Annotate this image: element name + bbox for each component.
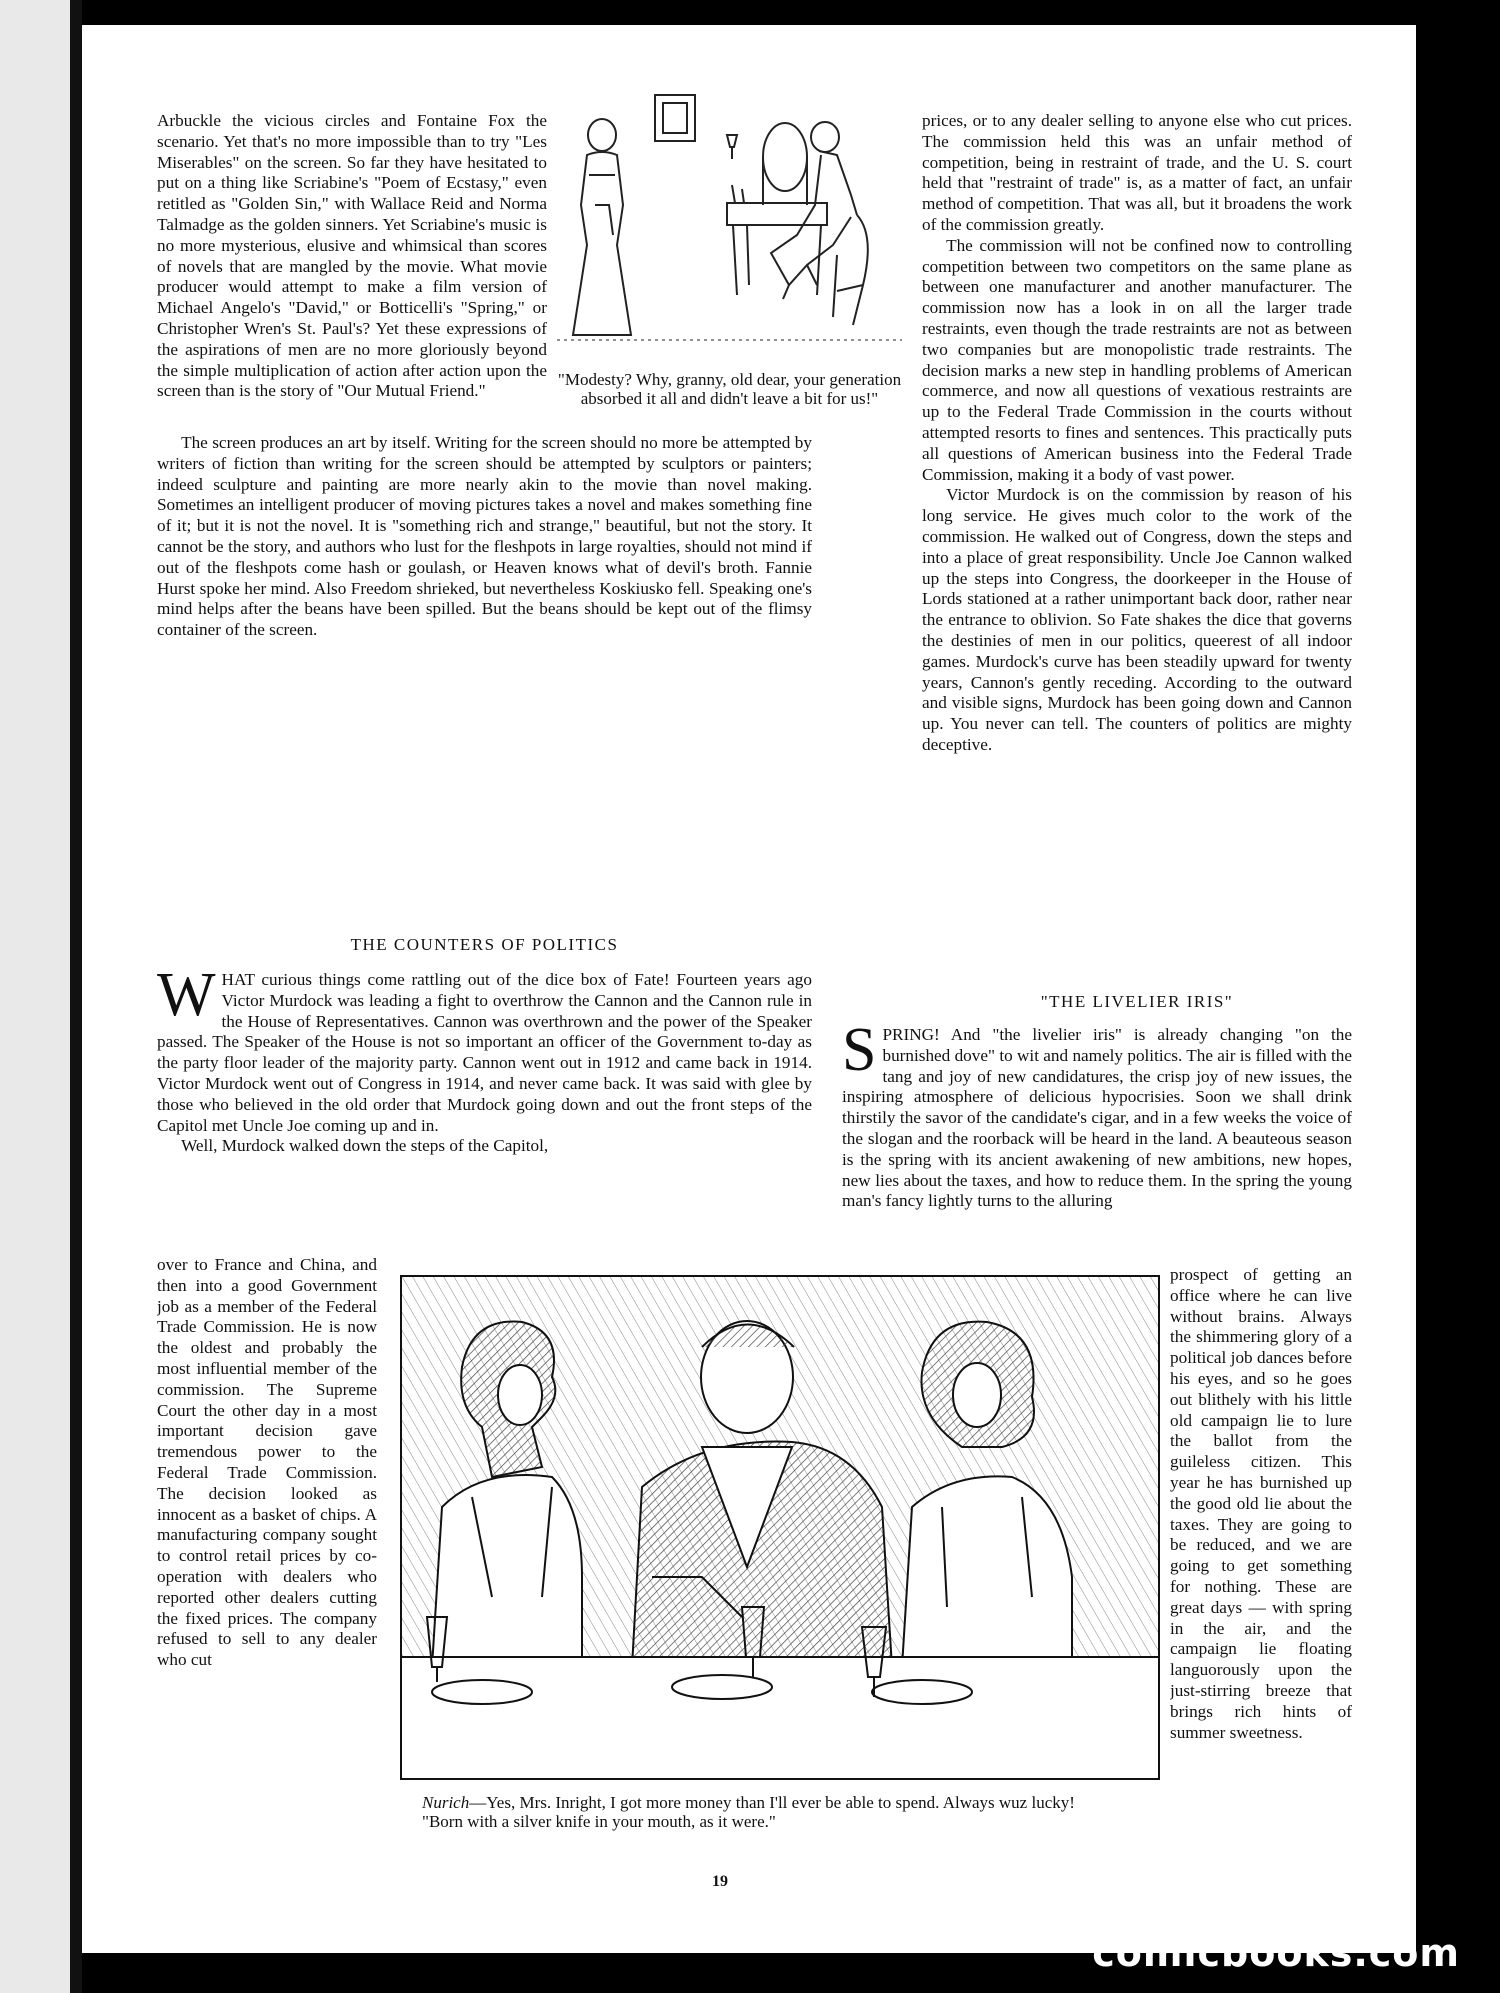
page-number: 19 [712, 1873, 728, 1890]
site-watermark: comicbooks.com [1092, 1931, 1460, 1975]
iris-narrow-text: prospect of getting an office where he can live without brains. Always the shimmering glory of a political job dances before his eyes, and so he goes out blithely with his little old campaign lie to lure the ballot from the guileless citizen. This year he has burnished up the good old lie about the taxes. They are going to be reduced, and we are going to get something for nothing. These are great days — with spring in the air, and the campaign lie floating languorously upon the just-stirring breeze that brings rich hints of summer sweetness. [1170, 1265, 1352, 1742]
counters-narrow-column [157, 1255, 377, 1855]
caption-line-2: "Born with a silver knife in your mouth, as it were." [422, 1812, 776, 1831]
iris-dropcap: S [842, 1025, 877, 1084]
binding-gutter [0, 0, 70, 1993]
vanity-scene-drawing [557, 85, 902, 355]
iris-narrow-column [1170, 1265, 1352, 1865]
counters-dropcap: W [157, 970, 216, 1029]
caption-speaker: Nurich [422, 1793, 470, 1812]
dinner-scene-drawing [402, 1277, 1158, 1778]
iris-paragraph-1 [842, 1025, 1352, 1212]
left-column-wide-text [157, 433, 812, 733]
iris-body [842, 1025, 1352, 1265]
wall-frame-icon [655, 95, 695, 141]
right-column-text [922, 111, 1352, 771]
counters-paragraph-2-lead: Well, Murdock walked down the steps of the Capitol, [181, 1136, 549, 1156]
counters-narrow-text: over to France and China, and then into a good Government job as a member of the Federal Trade Commission. He is now the oldest and probably the most influential member of the commission. The Supreme Court the other day in a most important decision gave tremendous power to the Federal Trade Commission. The decision looked as innocent as a basket of chips. A manufacturing company sought to control retail prices by co-operation with dealers who reported other dealers cutting the fixed prices. The company refused to sell to any dealer who cut [157, 1255, 377, 1670]
left-paragraph-1: Arbuckle the vicious circles and Fontaine Fox the scenario. Yet that's no more impossible than to try "Les Miserables" on the screen. So far they have hesitated to put on a thing like Scriabine's "Poem of Ecstasy," even retitled as "Golden Sin," with Wallace Reid and Norma Talmadge as the golden sinners. Yet Scriabine's music is no more mysterious, elusive and whimsical than scores of novels that are mangled by the movie. What movie producer would attempt to make a film version of Michael Angelo's "David," or Botticelli's "Spring," or Christopher Wren's St. Paul's? Yet these expressions of the aspirations of men are no more gloriously beyond the simple multiplication of action after action upon the screen than is the story of "Our Mutual Friend." [157, 111, 547, 401]
top-illustration [557, 85, 902, 355]
bottom-illustration-caption [382, 1793, 1172, 1831]
magazine-page [82, 25, 1416, 1953]
counters-body [157, 970, 812, 1270]
caption-line-1: —Yes, Mrs. Inright, I got more money than I'll ever be able to spend. Always wuz lucky! [469, 1793, 1075, 1812]
iris-heading: "THE LIVELIER IRIS" [1040, 992, 1234, 1011]
right-paragraph-1: prices, or to any dealer selling to anyone else who cut prices. The commission held this was an unfair method of competition, being in restraint of trade, and the U. S. court held that "restraint of trade" is, as a matter of fact, an unfair method of competition. That was all, but it broadens the work of the commission greatly. [922, 111, 1352, 234]
counters-paragraph-1-text: HAT curious things come rattling out of the dice box of Fate! Fourteen years ago Victor Murdock was leading a fight to overthrow the Cannon and the Cannon rule in the House of Representatives. Cannon was overthrown and the power of the Speaker passed. The Speaker of the House is not so important an officer of the Government to-day as the party floor leader of the majority party. Cannon went out in 1912 and came back in 1914. Victor Murdock went out of Congress in 1914, and never came back. It was said with glee by those who believed in the old order that Murdock going down and out the front steps of the Capitol met Uncle Joe coming up and in. [157, 970, 812, 1135]
right-paragraph-2: The commission will not be confined now to controlling competition between two competitors on the same plane as between one manufacturer and another manufacturer. The commission now has a look in on all the larger trade restraints, even though the trade restraints are not as between two companies but are monopolistic trade restraints. The decision marks a new step in handling problems of American commerce, and now all questions of vexatious restraints are up to the Federal Trade Commission in the courts without attempted resorts to fines and sentences. This practically puts all questions of American business into the Federal Trade Commission, making it a body of vast power. [922, 235, 1352, 484]
counters-heading: THE COUNTERS OF POLITICS [350, 935, 619, 954]
iris-paragraph-1-text: PRING! And "the livelier iris" is already changing "on the burnished dove" to wit and namely politics. The air is filled with the tang and joy of new candidatures, the crisp joy of new issues, the inspiring atmosphere of delicious hypocrisies. Soon we shall drink thirstily the savor of the candidate's cigar, and in a few weeks the voice of the slogan and the roorback will be heard in the land. A beauteous season is the spring with its ancient awakening of new ambitions, new hopes, new lies about the taxes, and how to reduce them. In the spring the young man's fancy lightly turns to the alluring [842, 1025, 1352, 1211]
right-paragraph-3: Victor Murdock is on the commission by reason of his long service. He gives much color to the work of the commission. He walked out of Congress, down the steps and into a place of great responsibility. Uncle Joe Cannon walked up the steps into Congress, the doorkeeper in the House of Lords stationed at a rather unimportant back door, rather near the entrance to oblivion. So Fate shakes the dice that governs the destinies of men in our politics, queerest of all indoor games. Murdock's curve has been steadily upward for twenty years, Cannon's gently receding. According to the outward and visible signs, Murdock has been going down and Cannon up. You never can tell. The counters of politics are mighty deceptive. [922, 485, 1352, 754]
bottom-illustration [400, 1275, 1160, 1780]
left-column-text [157, 111, 547, 431]
top-illustration-caption: "Modesty? Why, granny, old dear, your generation absorbed it all and didn't leave a bit for us!" [557, 370, 902, 408]
left-paragraph-2: The screen produces an art by itself. Writing for the screen should no more be attempted by writers of fiction than writing for the screen should be attempted by sculptors or painters; indeed sculpture and painting are more nearly akin to the movie than novel making. Sometimes an intelligent producer of moving pictures takes a novel and makes something fine of it; but it is not the novel. It is "something rich and strange," beautiful, but not the story. It cannot be the story, and authors who lust for the fleshpots in large royalties, should not mind if out of the fleshpots come hash or goulash, or Heaven knows what of devil's broth. Fannie Hurst spoke her mind. Also Freedom shrieked, but nevertheless Koskiusko fell. Speaking one's mind helps after the beans have been spilled. But the beans should be kept out of the flimsy container of the screen. [157, 433, 812, 640]
binding-shadow [70, 0, 82, 1993]
counters-paragraph-1 [157, 970, 812, 1136]
